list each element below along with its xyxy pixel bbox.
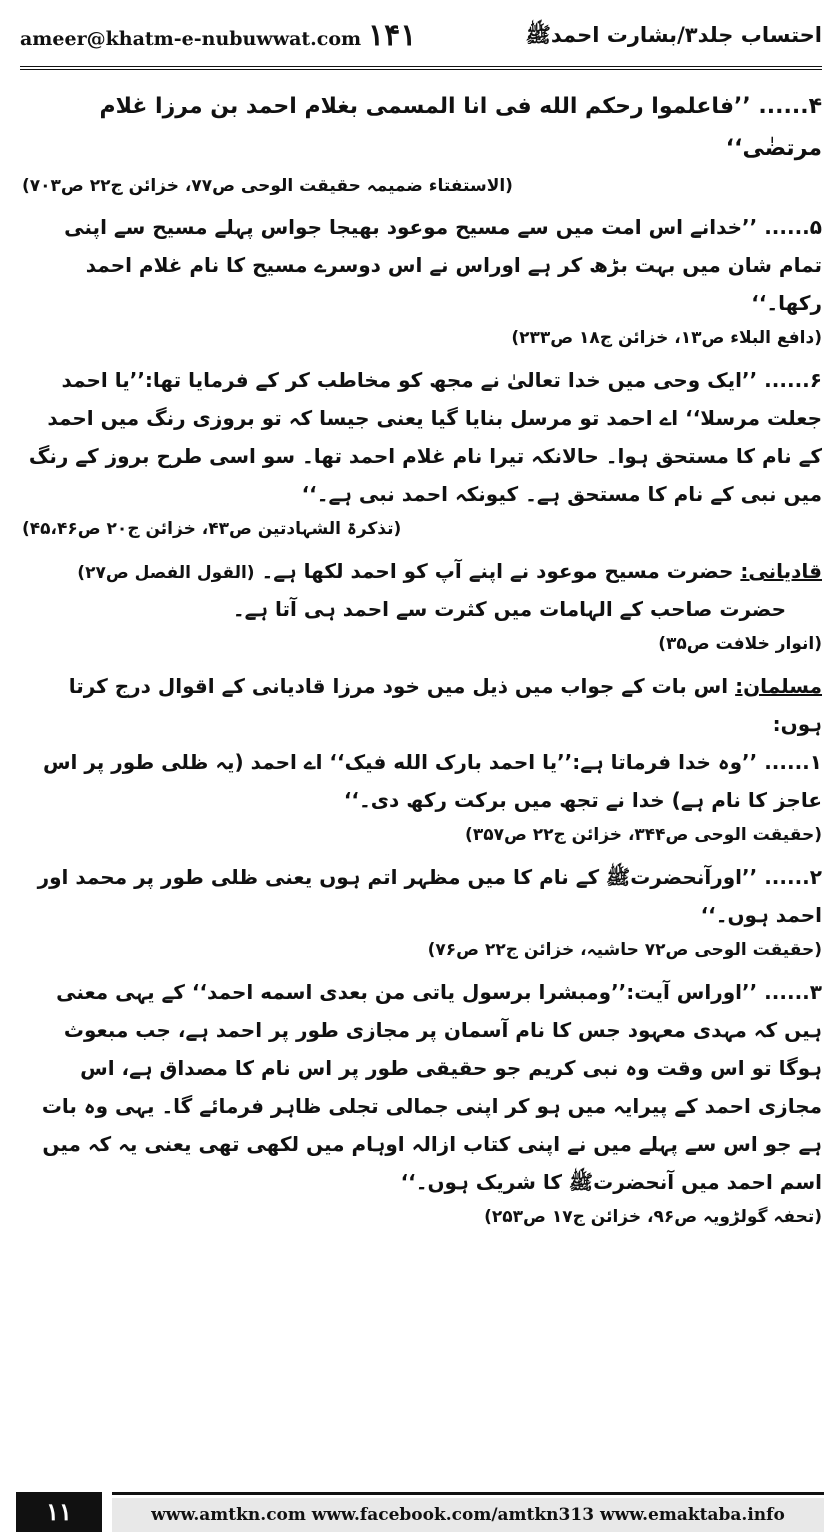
- page-header: [20, 10, 822, 78]
- header-book-title: احتساب جلد۳/بشارت احمدﷺ: [525, 23, 822, 47]
- footer-divider: [112, 1492, 824, 1495]
- quote-5-reference: (دافع البلاء ص۱۳، خزائن ج۱۸ ص۲۳۳): [511, 328, 822, 349]
- quote-3: ۳...... ’’اوراس آیت:’’ومبشرا برسول یاتی من بعدی اسمه احمد‘‘ کے یہی معنی ہیں کہ مہدی معہود جس کا نام آسمان پر مجازی طور پر احمد ہے، جب مبعوث ہوگا تو اس وقت وہ نبی کریم جو حقیقی طور پر اس نام کا مصداق ہے، اس مجازی احمد کے پیرایہ میں ہو کر اپنی جمالی تجلی ظاہر فرمائے گا۔ یہی وہ بات ہے جو اس سے پہلے میں نے اپنی کتاب ازالہ اوہام میں لکھی تھی یعنی یہ کہ میں اسم احمد میں آنحضرتﷺ کا شریک ہوں۔‘‘: [41, 979, 822, 1194]
- qadiani-claim: [22, 552, 822, 590]
- page-footer: [16, 1492, 824, 1532]
- muslim-response: [22, 667, 822, 743]
- quote-6: ۶...... ’’ایک وحی میں خدا تعالیٰ نے مجھ کو مخاطب کر کے فرمایا تھا:’’یا احمد جعلت مرسلا‘‘ اے احمد تو مرسل بنایا گیا یعنی جیسا کہ تو بروزی رنگ میں احمد کے نام کا مستحق ہوا۔ حالانکہ تیرا نام غلام احمد تھا۔ سو اسی طرح بروز کے رنگ میں نبی کے نام کا مستحق ہے۔ کیونکہ احمد نبی ہے۔‘‘: [28, 368, 822, 507]
- quote-2: ۲...... ’’اورآنحضرتﷺ کے نام کا میں مظہر اتم ہوں یعنی ظلی طور پر محمد اور احمد ہوں۔‘‘: [37, 865, 822, 928]
- qadiani-claim-text: حضرت مسیح موعود نے اپنے آپ کو احمد لکھا ہے۔: [261, 559, 734, 584]
- header-email: ameer@khatm-e-nubuwwat.com: [20, 28, 362, 50]
- qadiani-claim-text-2: حضرت صاحب کے الہامات میں کثرت سے احمد ہی آتا ہے۔: [232, 597, 786, 622]
- header-page-number: ۱۴۱: [368, 18, 417, 53]
- qadiani-label: قادیانی:: [740, 559, 822, 584]
- quote-4-reference: (الاستفتاء ضمیمہ حقیقت الوحی ص۷۷، خزائن ج۲۲ ص۷۰۳): [22, 175, 513, 196]
- muslim-label: مسلمان:: [735, 674, 822, 699]
- quote-1-reference: (حقیقت الوحی ص۳۴۴، خزائن ج۲۲ ص۳۵۷): [465, 825, 822, 846]
- footer-links: www.amtkn.com www.facebook.com/amtkn313 www.emaktaba.info: [112, 1498, 824, 1532]
- qadiani-claim-reference-2: (انوار خلافت ص۳۵): [658, 634, 822, 655]
- quote-2-reference: (حقیقت الوحی ص۷۲ حاشیہ، خزائن ج۲۲ ص۷۶): [427, 940, 822, 961]
- page-content: [22, 86, 822, 1486]
- qadiani-claim-reference-1: (القول الفصل ص۲۷): [77, 563, 255, 584]
- quote-1: ۱...... ’’وہ خدا فرماتا ہے:’’یا احمد بارک الله فیک‘‘ اے احمد (یہ ظلی طور پر اس عاجز کا نام ہے) خدا نے تجھ میں برکت رکھ دی۔‘‘: [42, 750, 822, 813]
- footer-page-box: ۱۱: [16, 1492, 102, 1532]
- quote-6-reference: (تذکرۃ الشہادتین ص۴۳، خزائن ج۲۰ ص۴۵،۴۶): [22, 519, 402, 540]
- header-divider: [20, 66, 822, 70]
- quote-3-reference: (تحفہ گولڑویہ ص۹۶، خزائن ج۱۷ ص۲۵۳): [484, 1206, 822, 1227]
- muslim-response-text: اس بات کے جواب میں ذیل میں خود مرزا قادیانی کے اقوال درج کرتا ہوں:: [68, 674, 822, 737]
- quote-5: ۵...... ’’خدانے اس امت میں سے مسیح موعود بھیجا جواس پہلے مسیح سے اپنی تمام شان میں بہت بڑھ کر ہے اوراس نے اس دوسرے مسیح کا نام غلام احمد رکھا۔‘‘: [64, 215, 822, 316]
- quote-4: ۴...... ’’فاعلموا رحکم الله فی انا المسمی بغلام احمد بن مرزا غلام مرتضٰی‘‘: [99, 94, 822, 161]
